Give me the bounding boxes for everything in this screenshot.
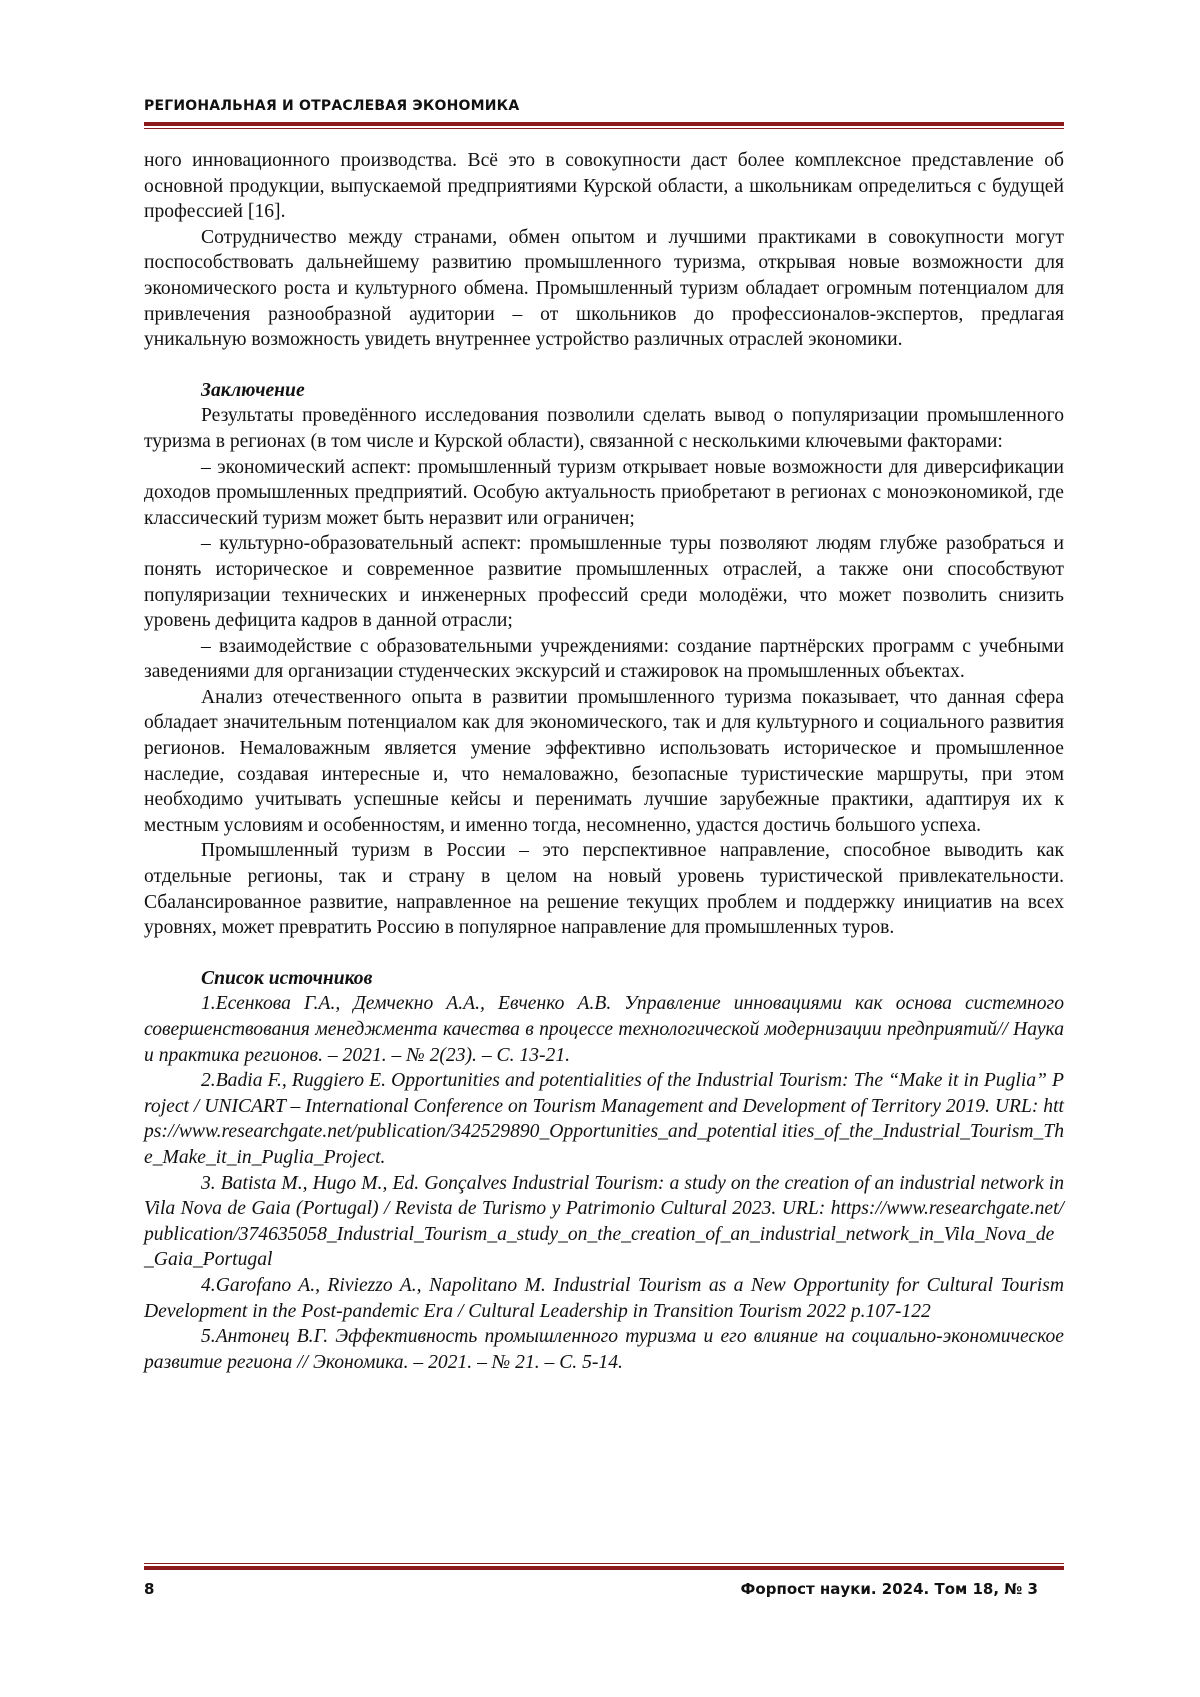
header-rule [144, 122, 1064, 129]
reference-item: 5.Антонец В.Г. Эффективность промышленного туризма и его влияние на социально-экономическое развитие региона // Экономика. – 2021. – № 21. – С. 5-14. [144, 1324, 1064, 1375]
conclusion-heading: Заключение [144, 378, 1064, 404]
page-number: 8 [144, 1580, 154, 1598]
paragraph: ного инновационного производства. Всё это в совокупности даст более комплексное представление об основной продукции, выпускаемой предприятиями Курской области, а школьникам определиться с будущей профессией [16]. [144, 148, 1064, 225]
footer-rule [144, 1563, 1064, 1570]
paragraph: Результаты проведённого исследования позволили сделать вывод о популяризации промышленного туризма в регионах (в том числе и Курской области), связанной с несколькими ключевыми факторами: [144, 403, 1064, 454]
page-footer [144, 1580, 1064, 1602]
paragraph: Анализ отечественного опыта в развитии промышленного туризма показывает, что данная сфера обладает значительным потенциалом как для экономического, так и для культурного и социального развития регионов. Немаловажным является умение эффективно использовать историческое и промышленное наследие, создавая интересные и, что немаловажно, безопасные туристические маршруты, при этом необходимо учитывать успешные кейсы и перенимать лучшие зарубежные практики, адаптируя их к местным условиям и особенностям, и именно тогда, несомненно, удастся достичь большого успеха. [144, 685, 1064, 839]
reference-item: 3. Batista M., Hugo M., Ed. Gonçalves Industrial Tourism: a study on the creation of an industrial network in Vila Nova de Gaia (Portugal) / Revista de Turismo y Patrimonio Cultural 2023. URL: https://www.researchgate.net/publication/374635058_Industrial_Tourism_a_study_on_the_creation_of_an_industrial_network_in_Vila_Nova_de_Gaia_Portugal [144, 1171, 1064, 1273]
article-body [144, 148, 1064, 1375]
reference-item: 2.Badia F., Ruggiero E. Opportunities and potentialities of the Industrial Tourism: The “Make it in Puglia” Project / UNICART – International Conference on Tourism Management and Development of Territory 2019. URL: https://www.researchgate.net/publication/342529890_Opportunities_and_potential ities_of_the_Industrial_Tourism_The_Make_it_in_Puglia_Project. [144, 1068, 1064, 1170]
list-item: – взаимодействие с образовательными учреждениями: создание партнёрских программ с учебными заведениями для организации студенческих экскурсий и стажировок на промышленных объектах. [144, 634, 1064, 685]
list-item: – экономический аспект: промышленный туризм открывает новые возможности для диверсификации доходов промышленных предприятий. Особую актуальность приобретают в регионах с моноэкономикой, где классический туризм может быть неразвит или ограничен; [144, 455, 1064, 532]
sources-heading: Список источников [144, 966, 1064, 992]
paragraph: Сотрудничество между странами, обмен опытом и лучшими практиками в совокупности могут поспособствовать дальнейшему развитию промышленного туризма, открывая новые возможности для экономического роста и культурного обмена. Промышленный туризм обладает огромным потенциалом для привлечения разнообразной аудитории – от школьников до профессионалов-экспертов, предлагая уникальную возможность увидеть внутреннее устройство различных отраслей экономики. [144, 225, 1064, 353]
reference-item: 1.Есенкова Г.А., Демчекно А.А., Евченко А.В. Управление инновациями как основа системного совершенствования менеджмента качества в процессе технологической модернизации предприятий// Наука и практика регионов. – 2021. – № 2(23). – С. 13-21. [144, 991, 1064, 1068]
journal-citation: Форпост науки. 2024. Том 18, № 3 [741, 1580, 1038, 1598]
running-title: РЕГИОНАЛЬНАЯ И ОТРАСЛЕВАЯ ЭКОНОМИКА [144, 98, 1064, 114]
paragraph: Промышленный туризм в России – это перспективное направление, способное выводить как отдельные регионы, так и страну в целом на новый уровень туристической привлекательности. Сбалансированное развитие, направленное на решение текущих проблем и поддержку инициатив на всех уровнях, может превратить Россию в популярное направление для промышленных туров. [144, 838, 1064, 940]
reference-item: 4.Garofano A., Riviezzo A., Napolitano M. Industrial Tourism as a New Opportunity for Cultural Tourism Development in the Post-pandemic Era / Cultural Leadership in Transition Tourism 2022 p.107-122 [144, 1273, 1064, 1324]
list-item: – культурно-образовательный аспект: промышленные туры позволяют людям глубже разобраться и понять историческое и современное развитие промышленных отраслей, а также они способствуют популяризации технических и инженерных профессий среди молодёжи, что может позволить снизить уровень дефицита кадров в данной отрасли; [144, 531, 1064, 633]
